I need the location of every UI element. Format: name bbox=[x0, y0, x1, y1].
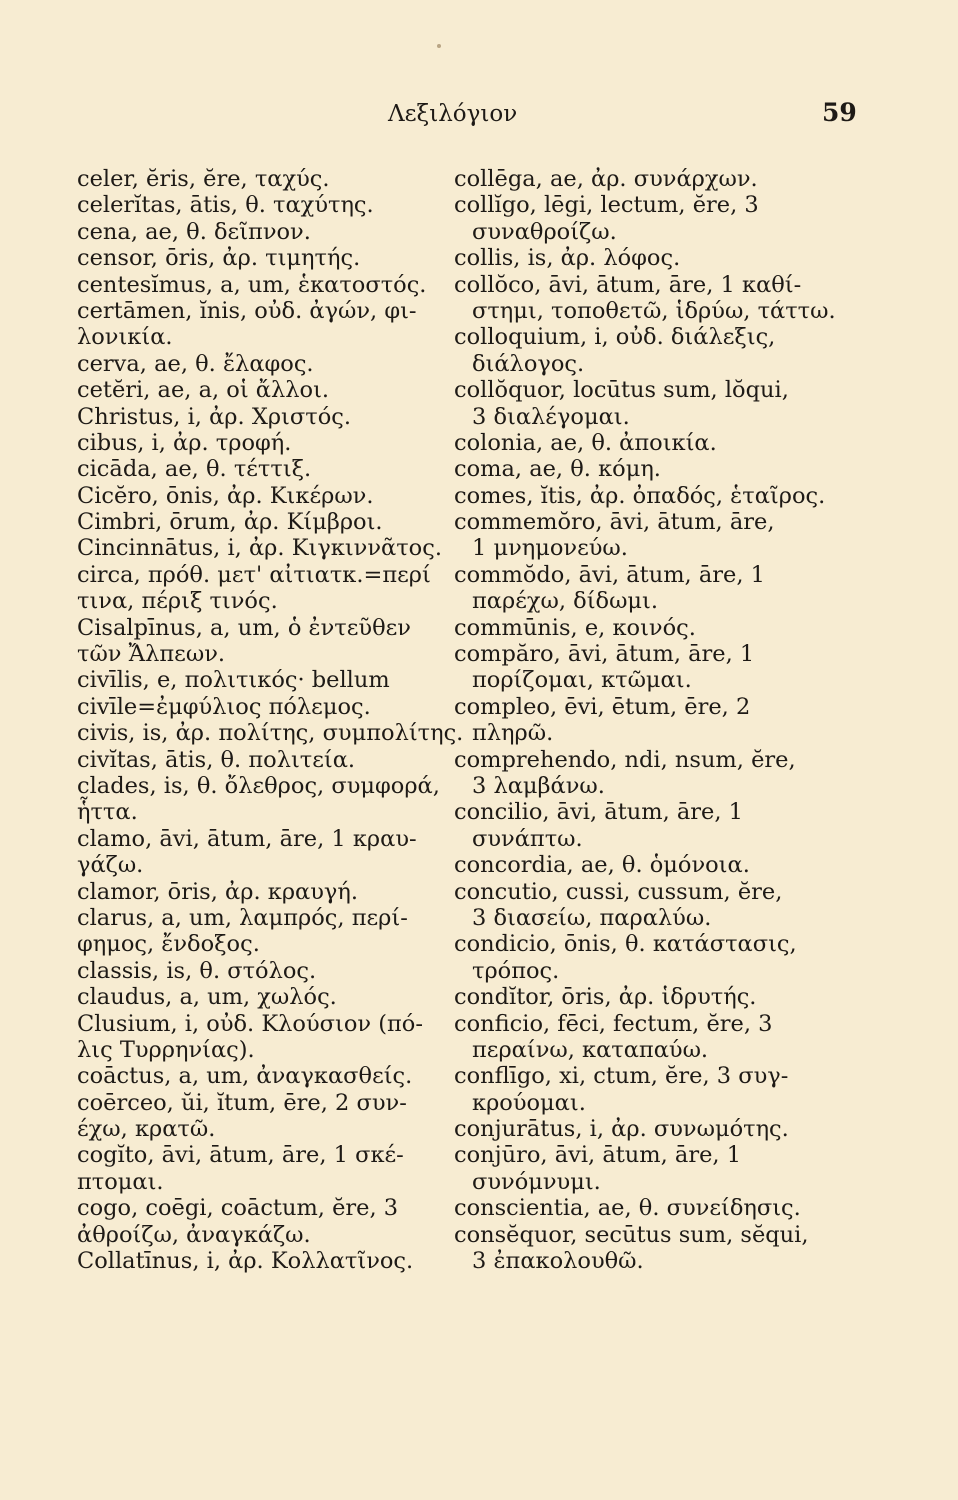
dictionary-line: λονικία. bbox=[77, 324, 173, 351]
dictionary-line: claudus, a, um, χωλός. bbox=[77, 984, 337, 1011]
dictionary-line: conflīgo, xi, ctum, ĕre, 3 συγ- bbox=[454, 1063, 789, 1090]
dictionary-line: collēga, ae, ἀρ. συνάρχων. bbox=[454, 166, 758, 192]
dictionary-line: compăro, āvi, ātum, āre, 1 bbox=[454, 641, 755, 668]
dictionary-line: condĭtor, ōris, ἀρ. ἱδρυτής. bbox=[454, 984, 757, 1011]
dictionary-line: πτομαι. bbox=[77, 1168, 164, 1195]
dictionary-line: coērceo, ŭi, ĭtum, ēre, 2 συν- bbox=[77, 1089, 407, 1116]
dictionary-line: Cimbri, ōrum, ἀρ. Κίμβροι. bbox=[77, 509, 383, 536]
dictionary-line: civīlis, e, πολιτικός· bellum bbox=[77, 667, 390, 694]
dictionary-line: φημος, ἔνδοξος. bbox=[77, 931, 260, 958]
dictionary-line: celer, ĕris, ĕre, ταχύς. bbox=[77, 166, 330, 192]
page-number: 59 bbox=[822, 98, 857, 127]
paper-speck bbox=[437, 44, 441, 48]
left-column bbox=[77, 166, 464, 1275]
dictionary-line: συνάπτω. bbox=[472, 825, 583, 852]
dictionary-line: collŏquor, locūtus sum, lŏqui, bbox=[454, 377, 789, 404]
dictionary-line: στημι, τοποθετῶ, ἱδρύω, τάττω. bbox=[472, 297, 836, 324]
dictionary-line: λις Τυρρηνίας). bbox=[77, 1036, 255, 1063]
dictionary-line: collis, is, ἀρ. λόφος. bbox=[454, 245, 681, 272]
dictionary-line: clamo, āvi, ātum, āre, 1 κραυ- bbox=[77, 825, 417, 852]
dictionary-line: Clusium, i, οὐδ. Κλούσιον (πό- bbox=[77, 1010, 423, 1037]
dictionary-line: cena, ae, θ. δεῖπνον. bbox=[77, 218, 311, 245]
dictionary-line: comprehendo, ndi, nsum, ĕre, bbox=[454, 746, 796, 773]
dictionary-line: πορίζομαι, κτῶμαι. bbox=[472, 667, 692, 694]
dictionary-line: cetĕri, ae, a, οἱ ἄλλοι. bbox=[77, 377, 330, 404]
dictionary-line: κρούομαι. bbox=[472, 1089, 586, 1116]
dictionary-line: cogo, coēgi, coāctum, ĕre, 3 bbox=[77, 1195, 399, 1222]
dictionary-line: censor, ōris, ἀρ. τιμητής. bbox=[77, 245, 361, 272]
dictionary-line: collĭgo, lēgi, lectum, ĕre, 3 bbox=[454, 192, 759, 219]
dictionary-line: coāctus, a, um, ἀναγκασθείς. bbox=[77, 1063, 413, 1090]
dictionary-line: πληρῶ. bbox=[472, 720, 554, 747]
dictionary-line: colonia, ae, θ. ἀποικία. bbox=[454, 429, 717, 456]
dictionary-line: circa, πρόθ. μετ' αἰτιατκ.=περί bbox=[77, 561, 431, 588]
dictionary-line: concordia, ae, θ. ὁμόνοια. bbox=[454, 852, 750, 879]
dictionary-line: συνόμνυμι. bbox=[472, 1168, 601, 1195]
dictionary-line: colloquium, i, οὐδ. διάλεξις, bbox=[454, 324, 776, 351]
dictionary-line: condicio, ōnis, θ. κατάστασις, bbox=[454, 931, 797, 958]
dictionary-line: ἧττα. bbox=[77, 799, 138, 826]
dictionary-line: τινα, πέριξ τινός. bbox=[77, 588, 278, 615]
dictionary-line: concutio, cussi, cussum, ĕre, bbox=[454, 878, 783, 905]
dictionary-line: 3 διασείω, παραλύω. bbox=[472, 904, 712, 931]
dictionary-line: clamor, ōris, ἀρ. κραυγή. bbox=[77, 878, 358, 905]
dictionary-line: commemŏro, āvi, ātum, āre, bbox=[454, 509, 775, 536]
dictionary-line: Collatīnus, i, ἀρ. Κολλατῖνος. bbox=[77, 1248, 414, 1275]
dictionary-line: collŏco, āvi, ātum, āre, 1 καθί- bbox=[454, 271, 802, 298]
dictionary-line: classis, is, θ. στόλος. bbox=[77, 957, 317, 984]
dictionary-line: coma, ae, θ. κόμη. bbox=[454, 456, 661, 483]
dictionary-line: 3 λαμβάνω. bbox=[472, 772, 605, 799]
dictionary-line: cogĭto, āvi, ātum, āre, 1 σκέ- bbox=[77, 1142, 404, 1169]
dictionary-line: περαίνω, καταπαύω. bbox=[472, 1036, 709, 1063]
dictionary-line: concilio, āvi, ātum, āre, 1 bbox=[454, 799, 743, 826]
dictionary-line: cibus, i, ἀρ. τροφή. bbox=[77, 429, 292, 456]
dictionary-line: conjūro, āvi, ātum, āre, 1 bbox=[454, 1142, 742, 1169]
dictionary-line: έχω, κρατῶ. bbox=[77, 1116, 216, 1143]
dictionary-line: τρόπος. bbox=[472, 957, 560, 984]
dictionary-line: Cisalpīnus, a, um, ὁ ἐντεῦθεν bbox=[77, 614, 411, 641]
dictionary-line: 3 ἐπακολουθῶ. bbox=[472, 1248, 644, 1275]
dictionary-line: cicāda, ae, θ. τέττιξ. bbox=[77, 456, 312, 483]
right-column bbox=[454, 166, 844, 1274]
dictionary-line: clarus, a, um, λαμπρός, περί- bbox=[77, 904, 408, 931]
dictionary-line: celerĭtas, ātis, θ. ταχύτης. bbox=[77, 192, 374, 219]
dictionary-line: διάλογος. bbox=[472, 350, 585, 377]
running-header-title: Λεξιλόγιον bbox=[388, 101, 518, 127]
dictionary-line: τῶν Ἄλπεων. bbox=[77, 641, 226, 668]
dictionary-line: conjurātus, i, ἀρ. συνωμότης. bbox=[454, 1116, 789, 1143]
dictionary-line: centesĭmus, a, um, ἑκατοστός. bbox=[77, 271, 427, 298]
dictionary-line: commŏdo, āvi, ātum, āre, 1 bbox=[454, 561, 765, 588]
dictionary-line: 1 μνημονεύω. bbox=[472, 535, 628, 562]
dictionary-line: cerva, ae, θ. ἔλαφος. bbox=[77, 350, 314, 377]
dictionary-line: consĕquor, secūtus sum, sĕqui, bbox=[454, 1221, 809, 1248]
dictionary-line: civis, is, ἀρ. πολίτης, συμπολίτης. bbox=[77, 720, 464, 747]
dictionary-line: γάζω. bbox=[77, 852, 144, 879]
dictionary-line: Christus, i, ἀρ. Χριστός. bbox=[77, 403, 351, 430]
dictionary-line: παρέχω, δίδωμι. bbox=[472, 588, 659, 615]
dictionary-line: conficio, fēci, fectum, ĕre, 3 bbox=[454, 1010, 773, 1037]
dictionary-line: συναθροίζω. bbox=[472, 218, 617, 245]
dictionary-line: civīle=ἐμφύλιος πόλεμος. bbox=[77, 693, 371, 720]
dictionary-line: certāmen, ĭnis, οὐδ. ἀγών, φι- bbox=[77, 297, 417, 324]
dictionary-line: civĭtas, ātis, θ. πολιτεία. bbox=[77, 746, 356, 773]
dictionary-line: conscientia, ae, θ. συνείδησις. bbox=[454, 1195, 801, 1222]
dictionary-line: commūnis, e, κοινός. bbox=[454, 614, 696, 641]
dictionary-line: clades, is, θ. ὄλεθρος, συμφορά, bbox=[77, 772, 440, 799]
dictionary-line: Cicĕro, ōnis, ἀρ. Κικέρων. bbox=[77, 482, 374, 509]
dictionary-line: 3 διαλέγομαι. bbox=[472, 403, 630, 430]
dictionary-line: comes, ĭtis, ἀρ. ὀπαδός, ἑταῖρος. bbox=[454, 482, 826, 509]
dictionary-line: ἀθροίζω, ἀναγκάζω. bbox=[77, 1221, 311, 1248]
dictionary-line: Cincinnātus, i, ἀρ. Κιγκιννᾶτος. bbox=[77, 535, 442, 562]
dictionary-line: compleo, ēvi, ētum, ēre, 2 bbox=[454, 693, 751, 720]
